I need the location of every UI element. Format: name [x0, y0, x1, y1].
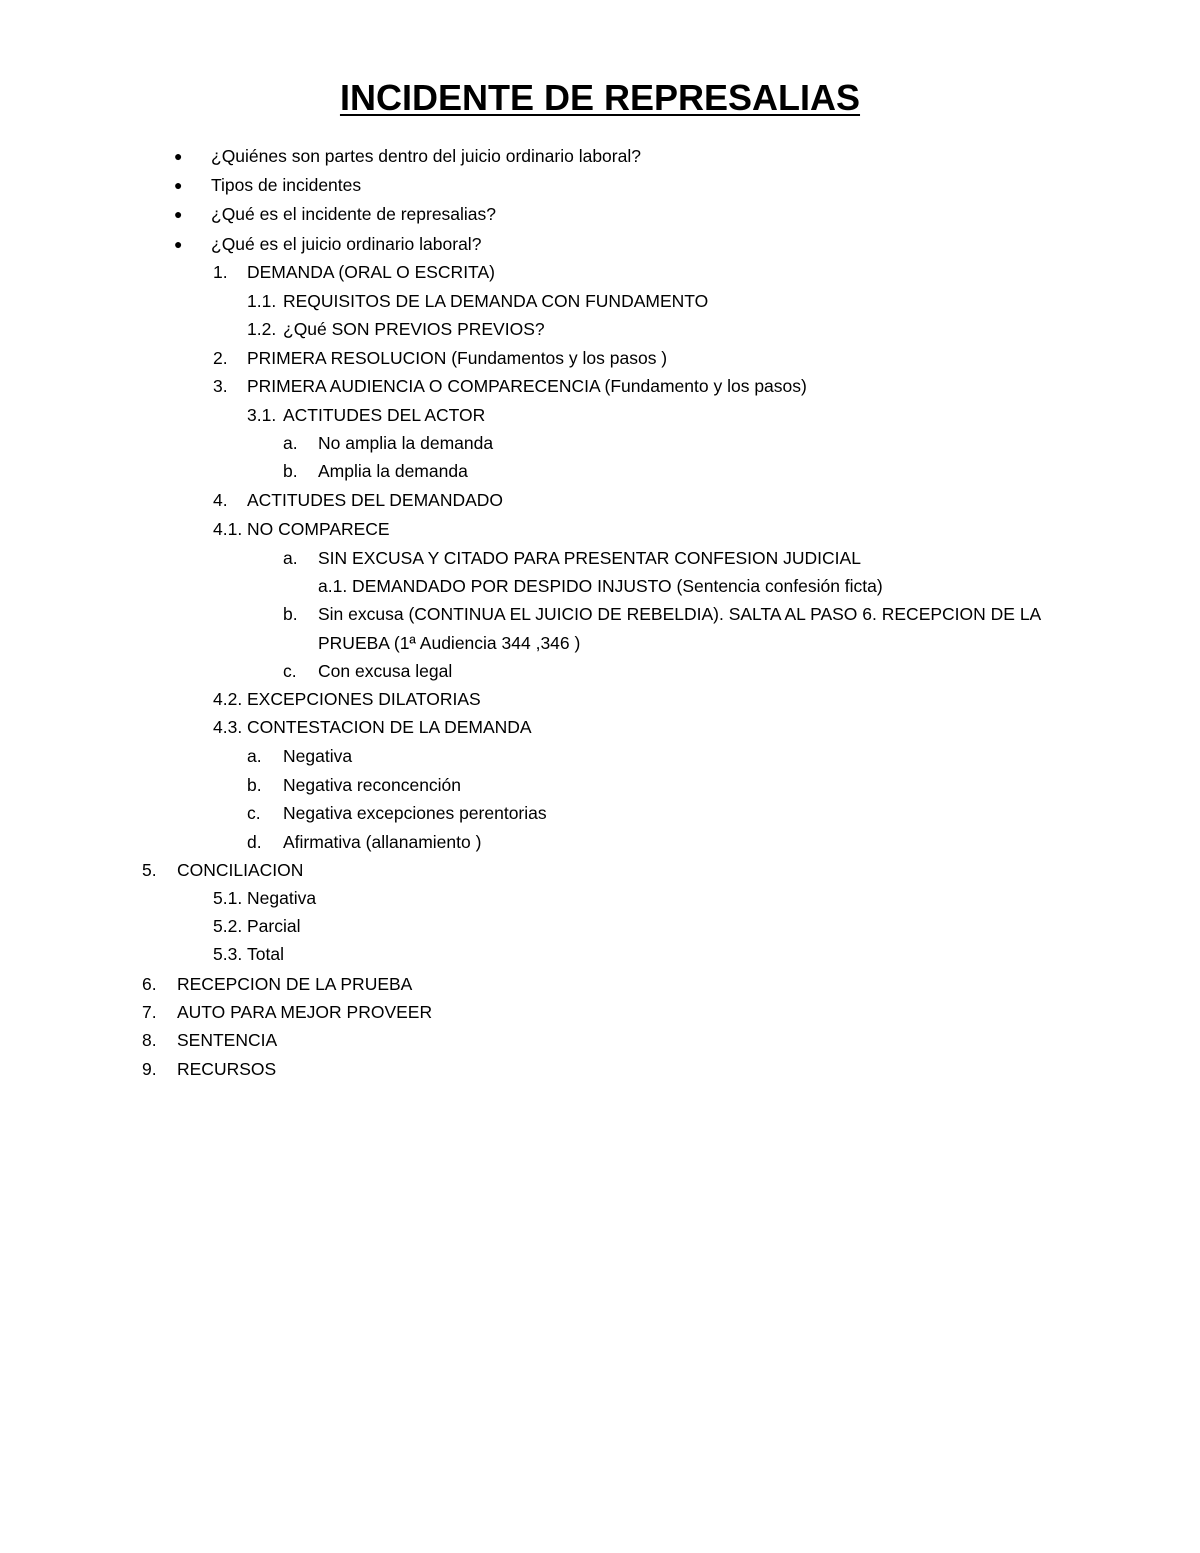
bullet-icon: ●	[174, 206, 183, 222]
list-marker: 3.1.	[247, 405, 277, 425]
list-marker: 1.	[213, 262, 228, 282]
outline-item	[0, 372, 1200, 400]
list-marker: a.	[283, 548, 298, 568]
document-title-text: INCIDENTE DE REPRESALIAS	[339, 77, 861, 118]
list-marker: 4.	[213, 490, 228, 510]
list-item-text: DEMANDA (ORAL O ESCRITA)	[247, 262, 495, 282]
list-item-text: Amplia la demanda	[318, 461, 468, 481]
list-marker: 5.1.	[213, 888, 243, 908]
list-item-text: a.1. DEMANDADO POR DESPIDO INJUSTO (Sentencia confesión ficta)	[318, 576, 883, 596]
outline-item	[0, 600, 1200, 628]
outline-item	[0, 515, 1200, 543]
list-item-text: Afirmativa (allanamiento )	[283, 832, 482, 852]
list-item-text: EXCEPCIONES DILATORIAS	[247, 689, 481, 709]
list-marker: 7.	[142, 1002, 157, 1022]
list-marker: b.	[283, 461, 298, 481]
list-item-text: ¿Qué SON PREVIOS PREVIOS?	[283, 319, 545, 339]
list-marker: 9.	[142, 1059, 157, 1079]
outline-item	[0, 884, 1200, 912]
list-marker: b.	[283, 604, 298, 624]
list-item-text: Negativa	[283, 746, 353, 766]
list-item-text: CONCILIACION	[177, 860, 304, 880]
list-item-text: RECURSOS	[177, 1059, 277, 1079]
list-marker: c.	[247, 803, 261, 823]
list-marker: 4.1.	[213, 519, 243, 539]
question-bullet-item	[0, 171, 1200, 199]
outline-item	[0, 685, 1200, 713]
outline-item	[0, 742, 1200, 770]
list-item-text: SENTENCIA	[177, 1030, 278, 1050]
outline-item	[0, 657, 1200, 685]
list-marker: a.	[283, 433, 298, 453]
list-item-text: Negativa reconcención	[283, 775, 462, 795]
list-marker: 1.2.	[247, 319, 277, 339]
list-item-text: Negativa	[247, 888, 317, 908]
bullet-icon: ●	[174, 177, 183, 193]
list-marker: a.	[247, 746, 262, 766]
question-bullet-item	[0, 230, 1200, 258]
outline-item	[0, 940, 1200, 968]
outline-item	[0, 970, 1200, 998]
outline-item	[0, 258, 1200, 286]
question-bullet-item	[0, 142, 1200, 170]
list-marker: 2.	[213, 348, 228, 368]
list-item-text: ¿Qué es el incidente de represalias?	[211, 204, 497, 224]
list-marker: 4.2.	[213, 689, 243, 709]
list-marker: 5.3.	[213, 944, 243, 964]
list-marker: 8.	[142, 1030, 157, 1050]
list-item-text: Parcial	[247, 916, 301, 936]
list-item-text: Tipos de incidentes	[211, 175, 362, 195]
outline-item	[0, 457, 1200, 485]
outline-item	[0, 486, 1200, 514]
outline-item	[0, 828, 1200, 856]
outline-item	[0, 998, 1200, 1026]
outline-item	[0, 544, 1200, 572]
list-marker: 5.	[142, 860, 157, 880]
question-bullet-item	[0, 200, 1200, 228]
outline-item	[0, 1055, 1200, 1083]
list-marker: d.	[247, 832, 262, 852]
bullet-icon: ●	[174, 148, 183, 164]
outline-item	[0, 799, 1200, 827]
document-title	[0, 72, 1200, 124]
outline-item	[0, 856, 1200, 884]
outline-item	[0, 1026, 1200, 1054]
list-item-text: Total	[247, 944, 284, 964]
list-item-text: SIN EXCUSA Y CITADO PARA PRESENTAR CONFESION JUDICIAL	[318, 548, 861, 568]
list-item-text: AUTO PARA MEJOR PROVEER	[177, 1002, 433, 1022]
list-marker: 1.1.	[247, 291, 277, 311]
outline-item	[0, 629, 1200, 657]
outline-item	[0, 912, 1200, 940]
outline-item	[0, 401, 1200, 429]
outline-item	[0, 771, 1200, 799]
list-marker: 4.3.	[213, 717, 243, 737]
list-item-text: ACTITUDES DEL ACTOR	[283, 405, 486, 425]
list-item-text: ¿Quiénes son partes dentro del juicio ordinario laboral?	[211, 146, 641, 166]
outline-item	[0, 315, 1200, 343]
outline-item	[0, 287, 1200, 315]
list-item-text: No amplia la demanda	[318, 433, 494, 453]
list-item-text: PRIMERA AUDIENCIA O COMPARECENCIA (Fundamento y los pasos)	[247, 376, 807, 396]
list-item-text: PRIMERA RESOLUCION (Fundamentos y los pasos )	[247, 348, 668, 368]
bullet-icon: ●	[174, 236, 183, 252]
list-item-text: ACTITUDES DEL DEMANDADO	[247, 490, 504, 510]
list-item-text: RECEPCION DE LA PRUEBA	[177, 974, 413, 994]
list-item-text: Sin excusa (CONTINUA EL JUICIO DE REBELDIA). SALTA AL PASO 6. RECEPCION DE LA	[318, 604, 1042, 624]
list-marker: 5.2.	[213, 916, 243, 936]
outline-item	[0, 713, 1200, 741]
list-item-text: CONTESTACION DE LA DEMANDA	[247, 717, 532, 737]
list-item-text: PRUEBA (1ª Audiencia 344 ,346 )	[318, 633, 581, 653]
list-item-text: Negativa excepciones perentorias	[283, 803, 547, 823]
outline-item	[0, 572, 1200, 600]
outline-item	[0, 429, 1200, 457]
list-item-text: Con excusa legal	[318, 661, 453, 681]
list-item-text: REQUISITOS DE LA DEMANDA CON FUNDAMENTO	[283, 291, 709, 311]
list-item-text: NO COMPARECE	[247, 519, 390, 539]
list-marker: c.	[283, 661, 297, 681]
list-marker: b.	[247, 775, 262, 795]
list-item-text: ¿Qué es el juicio ordinario laboral?	[211, 234, 482, 254]
outline-item	[0, 344, 1200, 372]
list-marker: 3.	[213, 376, 228, 396]
list-marker: 6.	[142, 974, 157, 994]
